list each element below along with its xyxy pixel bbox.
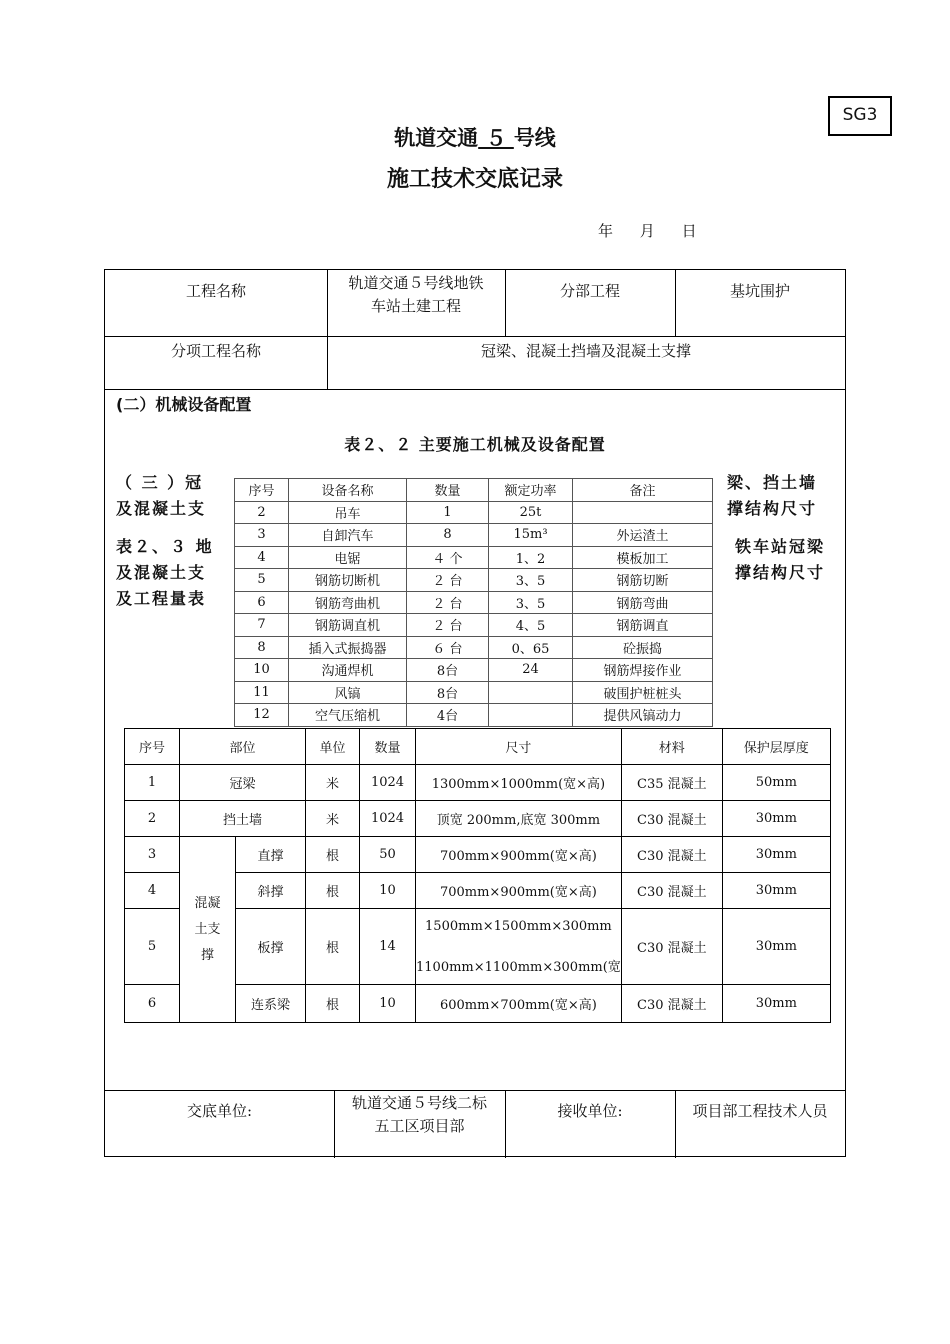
equipment-cell: 1 <box>407 501 489 524</box>
equipment-cell: 钢筋焊接作业 <box>573 659 713 682</box>
equipment-cell: 24 <box>489 659 573 682</box>
date-year: 年 <box>598 222 614 240</box>
equipment-cell: 8 <box>407 524 489 547</box>
side-text-left: （ 三 ）冠 及混凝土支 表２、３ 地 及混凝土支 及工程量表 <box>116 473 214 608</box>
equipment-header-cell: 备注 <box>573 479 713 502</box>
equipment-cell: 8台 <box>407 659 489 682</box>
dimension-qty-cell: 1024 <box>360 801 416 837</box>
title-prefix: 轨道交通 <box>394 126 479 150</box>
equipment-table <box>234 478 713 727</box>
form-code-box: SG3 <box>828 96 892 136</box>
equipment-table-title: 表２、２ 主要施工机械及设备配置 <box>344 435 606 454</box>
equipment-cell: 电锯 <box>289 546 407 569</box>
dimension-qty-cell: 10 <box>360 985 416 1023</box>
dimension-no-cell: 5 <box>125 909 180 985</box>
dimension-header-cell: 部位 <box>180 729 306 765</box>
dimension-unit-cell: 根 <box>306 837 360 873</box>
equipment-cell: 3、5 <box>489 569 573 592</box>
equipment-cell: 空气压缩机 <box>289 704 407 727</box>
dimension-header-row <box>125 729 831 765</box>
dimension-no-cell: 4 <box>125 873 180 909</box>
project-name-value: 轨道交通５号线地铁 车站土建工程 <box>348 274 484 315</box>
dimension-row <box>125 801 831 837</box>
dimension-table <box>124 728 831 1023</box>
dimension-no-cell: 3 <box>125 837 180 873</box>
dimension-material-cell: C30 混凝土 <box>621 985 722 1023</box>
dimension-header-cell: 材料 <box>621 729 722 765</box>
equipment-cell: 4、5 <box>489 614 573 637</box>
dimension-part-cell: 冠梁 <box>180 765 306 801</box>
dimension-no-cell: 2 <box>125 801 180 837</box>
dimension-cover-cell: 30mm <box>722 837 830 873</box>
receiver-label: 接收单位: <box>557 1102 623 1120</box>
dimension-header-cell: 尺寸 <box>416 729 622 765</box>
dimension-size-cell: 1300mm×1000mm(宽×高) <box>416 765 622 801</box>
equipment-header-cell: 数量 <box>407 479 489 502</box>
dimension-part-cell: 斜撑 <box>236 873 306 909</box>
dimension-qty-cell: 1024 <box>360 765 416 801</box>
equipment-header-cell: 设备名称 <box>289 479 407 502</box>
dimension-header-cell: 序号 <box>125 729 180 765</box>
equipment-cell: 砼振捣 <box>573 636 713 659</box>
equipment-header-cell: 序号 <box>235 479 289 502</box>
equipment-cell: 破围护桩桩头 <box>573 681 713 704</box>
equipment-cell: 风镐 <box>289 681 407 704</box>
equipment-cell: 钢筋切断 <box>573 569 713 592</box>
equipment-cell <box>573 501 713 524</box>
equipment-row <box>235 591 713 614</box>
equipment-cell <box>489 704 573 727</box>
equipment-row <box>235 704 713 727</box>
dimension-material-cell: C30 混凝土 <box>621 837 722 873</box>
equipment-cell: 12 <box>235 704 289 727</box>
dimension-qty-cell: 14 <box>360 909 416 985</box>
equipment-cell: 吊车 <box>289 501 407 524</box>
date-month: 月 <box>639 222 655 240</box>
dimension-header-cell: 保护层厚度 <box>722 729 830 765</box>
dimension-unit-cell: 米 <box>306 801 360 837</box>
equipment-row <box>235 659 713 682</box>
equipment-cell: 0、65 <box>489 636 573 659</box>
equipment-cell: ４ 个 <box>407 546 489 569</box>
equipment-cell: 沟通焊机 <box>289 659 407 682</box>
dimension-qty-cell: 10 <box>360 873 416 909</box>
dimension-part-cell: 板撑 <box>236 909 306 985</box>
equipment-row <box>235 524 713 547</box>
dimension-size-cell: 700mm×900mm(宽×高) <box>416 837 622 873</box>
dimension-cover-cell: 30mm <box>722 909 830 985</box>
dimension-size-cell: 顶宽 200mm,底宽 300mm <box>416 801 622 837</box>
equipment-cell: 2 <box>235 501 289 524</box>
document-title <box>0 122 950 152</box>
dimension-cover-cell: 30mm <box>722 985 830 1023</box>
equipment-row <box>235 569 713 592</box>
dimension-unit-cell: 根 <box>306 873 360 909</box>
equipment-cell: 3 <box>235 524 289 547</box>
equipment-cell: 10 <box>235 659 289 682</box>
division-label: 分部工程 <box>559 282 620 300</box>
equipment-cell: 4台 <box>407 704 489 727</box>
equipment-cell: ２ 台 <box>407 591 489 614</box>
division-value: 基坑围护 <box>729 282 790 300</box>
equipment-cell: 插入式振捣器 <box>289 636 407 659</box>
equipment-cell: 钢筋弯曲 <box>573 591 713 614</box>
equipment-row <box>235 681 713 704</box>
dimension-row <box>125 837 831 873</box>
dimension-cover-cell: 30mm <box>722 873 830 909</box>
equipment-row <box>235 636 713 659</box>
date-day: 日 <box>681 222 697 240</box>
equipment-cell: 15m³ <box>489 524 573 547</box>
project-name-label: 工程名称 <box>185 282 246 300</box>
equipment-cell: 钢筋调直机 <box>289 614 407 637</box>
dimension-unit-cell: 根 <box>306 909 360 985</box>
dimension-cover-cell: 50mm <box>722 765 830 801</box>
dimension-part-cell: 连系梁 <box>236 985 306 1023</box>
equipment-cell: 模板加工 <box>573 546 713 569</box>
dimension-header-cell: 数量 <box>360 729 416 765</box>
equipment-cell <box>489 681 573 704</box>
equipment-cell: 7 <box>235 614 289 637</box>
handover-value: 轨道交通５号线二标 五工区项目部 <box>351 1094 487 1135</box>
equipment-cell: 11 <box>235 681 289 704</box>
equipment-cell: 自卸汽车 <box>289 524 407 547</box>
equipment-cell: 外运渣土 <box>573 524 713 547</box>
equipment-cell: ２ 台 <box>407 614 489 637</box>
dimension-unit-cell: 根 <box>306 985 360 1023</box>
dimension-size-cell: 700mm×900mm(宽×高) <box>416 873 622 909</box>
equipment-row <box>235 546 713 569</box>
dimension-material-cell: C35 混凝土 <box>621 765 722 801</box>
support-group-cell: 混凝 土支 撑 <box>180 837 236 1023</box>
equipment-cell: ６ 台 <box>407 636 489 659</box>
equipment-row <box>235 614 713 637</box>
dimension-qty-cell: 50 <box>360 837 416 873</box>
handover-label: 交底单位: <box>186 1102 253 1120</box>
dimension-no-cell: 1 <box>125 765 180 801</box>
equipment-cell: 1、2 <box>489 546 573 569</box>
receiver-value: 项目部工程技术人员 <box>692 1102 828 1120</box>
title-number: ５ <box>485 126 507 150</box>
equipment-cell: 25t <box>489 501 573 524</box>
equipment-cell: 提供风镐动力 <box>573 704 713 727</box>
dimension-material-cell: C30 混凝土 <box>621 909 722 985</box>
equipment-cell: 钢筋调直 <box>573 614 713 637</box>
equipment-cell: 8 <box>235 636 289 659</box>
equipment-header-row <box>235 479 713 502</box>
side-text-right: 梁、挡土墙 撑结构尺寸 铁车站冠梁 撑结构尺寸 <box>727 473 826 582</box>
subitem-label: 分项工程名称 <box>170 342 261 360</box>
dimension-unit-cell: 米 <box>306 765 360 801</box>
dimension-material-cell: C30 混凝土 <box>621 873 722 909</box>
equipment-cell: 钢筋切断机 <box>289 569 407 592</box>
dimension-header-cell: 单位 <box>306 729 360 765</box>
dimension-size-cell: 1500mm×1500mm×300mm 1100mm×1100mm×300mm(宽 <box>416 909 622 985</box>
equipment-cell: 6 <box>235 591 289 614</box>
equipment-cell: 4 <box>235 546 289 569</box>
equipment-cell: 钢筋弯曲机 <box>289 591 407 614</box>
equipment-cell: 3、5 <box>489 591 573 614</box>
dimension-cover-cell: 30mm <box>722 801 830 837</box>
subitem-value: 冠梁、混凝土挡墙及混凝土支撑 <box>480 342 691 360</box>
dimension-size-cell: 600mm×700mm(宽×高) <box>416 985 622 1023</box>
equipment-cell: ２ 台 <box>407 569 489 592</box>
document-subtitle: 施工技术交底记录 <box>386 167 563 192</box>
equipment-row <box>235 501 713 524</box>
equipment-header-cell: 额定功率 <box>489 479 573 502</box>
dimension-part-cell: 直撑 <box>236 837 306 873</box>
equipment-cell: 5 <box>235 569 289 592</box>
dimension-material-cell: C30 混凝土 <box>621 801 722 837</box>
dimension-part-cell: 挡土墙 <box>180 801 306 837</box>
title-suffix: 号线 <box>513 126 556 150</box>
dimension-no-cell: 6 <box>125 985 180 1023</box>
dimension-row <box>125 765 831 801</box>
section-heading: (二）机械设备配置 <box>116 395 252 414</box>
equipment-cell: 8台 <box>407 681 489 704</box>
date-line <box>598 220 697 241</box>
